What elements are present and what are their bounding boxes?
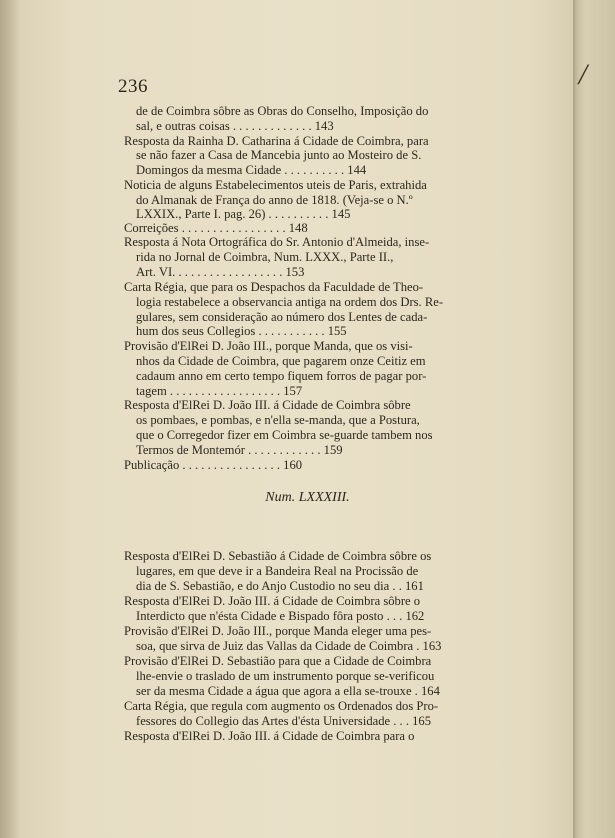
list-item: que o Corregedor fizer em Coimbra se-guarde tambem nos: [136, 428, 433, 442]
spine-shadow: [0, 0, 20, 838]
list-item: Resposta d'ElRei D. João III. á Cidade de Coimbra sôbre o: [124, 594, 421, 608]
list-item: nhos da Cidade de Coimbra, que pagarem onze Ceitiz em: [136, 354, 426, 368]
margin-mark: /: [578, 58, 587, 91]
list-item: se não fazer a Casa de Mancebia junto ao Mosteiro de S.: [136, 148, 422, 162]
list-item: os pombaes, e pombas, e n'ella se-manda, que a Postura,: [136, 413, 420, 427]
list-item: Resposta d'ElRei D. João III. á Cidade de Coimbra sôbre: [124, 398, 411, 412]
list-item: de de Coimbra sôbre as Obras do Conselho, Imposição do: [136, 104, 429, 118]
list-item: Resposta d'ElRei D. Sebastião á Cidade de Coimbra sôbre os: [124, 549, 432, 563]
list-item: rida no Jornal de Coimbra, Num. LXXX., Parte II.,: [136, 250, 394, 264]
page-number: 236: [118, 76, 148, 97]
list-item: sal, e outras coisas . . . . . . . . . . . . . 143: [136, 119, 334, 133]
list-item: tagem . . . . . . . . . . . . . . . . . . 157: [136, 384, 303, 398]
list-item: logia restabelece a observancia antiga na ordem dos Drs. Re-: [136, 295, 444, 309]
list-item: Provisão d'ElRei D. Sebastião para que a Cidade de Coimbra: [124, 654, 432, 668]
list-item: lhe-envie o traslado de um instrumento porque se-verificou: [136, 669, 435, 683]
list-item: Resposta d'ElRei D. João III. á Cidade de Coimbra para o: [124, 729, 415, 743]
list-item: gulares, sem consideração ao número dos Lentes de cada-: [136, 310, 428, 324]
list-item: Noticia de alguns Estabelecimentos uteis de Paris, extrahida: [124, 178, 427, 192]
list-item: Provisão d'ElRei D. João III., porque Manda, que os visi-: [124, 339, 413, 353]
list-item: Provisão d'ElRei D. João III., porque Manda eleger uma pes-: [124, 624, 432, 638]
list-item: cadaum anno em certo tempo fiquem forros de pagar por-: [136, 369, 427, 383]
list-item: LXXIX., Parte I. pag. 26) . . . . . . . . . . 145: [136, 207, 351, 221]
list-item: fessores do Collegio das Artes d'ésta Universidade . . . 165: [136, 714, 432, 728]
list-item: hum dos seus Collegios . . . . . . . . . . . 155: [136, 324, 347, 338]
list-item: Resposta da Rainha D. Catharina á Cidade de Coimbra, para: [124, 134, 429, 148]
list-item: soa, que sirva de Juiz das Vallas da Cidade de Coimbra . 163: [136, 639, 442, 653]
list-item: Carta Régia, que regula com augmento os Ordenados dos Pro-: [124, 699, 439, 713]
list-item: Domingos da mesma Cidade . . . . . . . . . . 144: [136, 163, 367, 177]
list-item: Art. VI. . . . . . . . . . . . . . . . . . 153: [136, 265, 305, 279]
list-item: Interdicto que n'ésta Cidade e Bispado fôra posto . . . 162: [136, 609, 425, 623]
list-item: do Almanak de França do anno de 1818. (Veja-se o N.º: [136, 193, 413, 207]
list-item: lugares, em que deve ir a Bandeira Real na Procissão de: [136, 564, 419, 578]
section-title: Num. LXXXIII.: [265, 490, 350, 505]
list-item: ser da mesma Cidade a água que agora a ella se-trouxe . 164: [136, 684, 440, 698]
list-item: Resposta á Nota Ortográfica do Sr. Antonio d'Almeida, inse-: [124, 235, 430, 249]
list-item: dia de S. Sebastião, e do Anjo Custodio no seu dia . . 161: [136, 579, 424, 593]
next-page-edge: [573, 0, 615, 838]
list-item: Correições . . . . . . . . . . . . . . . . . 148: [124, 221, 308, 235]
list-item: Termos de Montemór . . . . . . . . . . . . 159: [136, 443, 343, 457]
list-item: Publicação . . . . . . . . . . . . . . . . 160: [124, 458, 303, 472]
list-item: Carta Régia, que para os Despachos da Faculdade de Theo-: [124, 280, 424, 294]
